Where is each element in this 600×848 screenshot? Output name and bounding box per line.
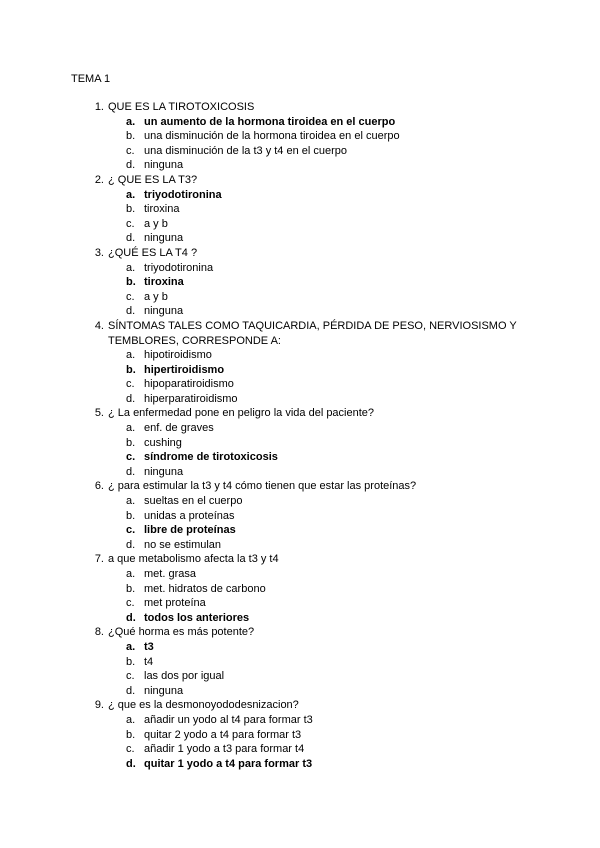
question-item — [0, 246, 600, 319]
option-letter: a. — [126, 188, 136, 201]
option-letter: d. — [126, 684, 136, 697]
option-letter: c. — [126, 524, 136, 537]
answer-option — [0, 509, 600, 524]
option-text: met. hidratos de carbono — [144, 582, 266, 595]
answer-option — [0, 655, 600, 670]
option-letter: c. — [126, 378, 135, 391]
question-number: 6. — [94, 480, 104, 493]
option-letter: d. — [126, 305, 136, 318]
option-letter: d. — [126, 232, 136, 245]
option-letter: b. — [126, 203, 136, 216]
answer-option-correct — [0, 188, 600, 203]
option-text: quitar 2 yodo a t4 para formar t3 — [144, 728, 302, 741]
option-text: unidas a proteínas — [144, 509, 235, 522]
answer-option-correct — [0, 611, 600, 626]
answer-option-correct — [0, 523, 600, 538]
option-letter: c. — [126, 144, 135, 157]
answer-option — [0, 582, 600, 597]
question-text: ¿ para estimular la t3 y t4 cómo tienen que estar las proteínas? — [108, 480, 417, 493]
option-letter: a. — [126, 261, 136, 274]
answer-option-correct — [0, 363, 600, 378]
option-letter: b. — [126, 582, 136, 595]
option-letter: c. — [126, 451, 136, 464]
answer-option — [0, 158, 600, 173]
option-letter: a. — [126, 349, 136, 362]
option-text: un aumento de la hormona tiroidea en el cuerpo — [144, 115, 396, 128]
question-number: 1. — [94, 101, 104, 113]
question-item — [0, 100, 600, 173]
option-text: las dos por igual — [144, 670, 225, 683]
option-letter: d. — [126, 392, 136, 405]
question-text: ¿ que es la desmonoyododesnizacion? — [108, 699, 299, 712]
answer-option — [0, 713, 600, 728]
question-text: a que metabolismo afecta la t3 y t4 — [108, 553, 279, 566]
option-text: ninguna — [144, 305, 184, 318]
question-list — [0, 100, 600, 771]
option-text: todos los anteriores — [144, 611, 250, 624]
option-text: tiroxina — [144, 203, 180, 216]
question-item — [0, 406, 600, 479]
option-text: hipotiroidismo — [144, 349, 212, 362]
answer-option — [0, 436, 600, 451]
question-item — [0, 319, 600, 407]
option-text: enf. de graves — [144, 422, 214, 435]
option-text: met proteína — [144, 597, 206, 610]
option-text: ninguna — [144, 465, 184, 478]
option-text: añadir 1 yodo a t3 para formar t4 — [144, 743, 305, 756]
option-text: quitar 1 yodo a t4 para formar t3 — [144, 757, 313, 770]
answer-option — [0, 494, 600, 509]
question-text: SÍNTOMAS TALES COMO TAQUICARDIA, PÉRDIDA DE PESO, NERVIOSISMO Y TEMBLORES, CORRESPONDE A: — [108, 319, 517, 347]
question-text: ¿QUÉ ES LA T4 ? — [108, 246, 198, 259]
question-text: ¿Qué horma es más potente? — [108, 626, 255, 639]
answer-option-correct — [0, 115, 600, 130]
option-letter: d. — [126, 465, 136, 478]
answer-option — [0, 202, 600, 217]
option-text: ninguna — [144, 684, 184, 697]
question-number: 7. — [94, 553, 104, 566]
option-letter: c. — [126, 217, 135, 230]
option-letter: d. — [126, 757, 136, 770]
option-text: a y b — [144, 217, 168, 230]
option-letter: c. — [126, 290, 135, 303]
answer-option-correct — [0, 640, 600, 655]
answer-option — [0, 728, 600, 743]
option-letter: a. — [126, 713, 136, 726]
option-letter: c. — [126, 743, 135, 756]
option-text: ninguna — [144, 232, 184, 245]
question-text: ¿ QUE ES LA T3? — [108, 173, 198, 186]
option-letter: a. — [126, 640, 136, 653]
answer-option — [0, 261, 600, 276]
question-item — [0, 625, 600, 698]
option-text: met. grasa — [144, 568, 196, 580]
answer-option — [0, 421, 600, 436]
document-title: TEMA 1 — [71, 73, 111, 85]
option-text: hipoparatiroidismo — [144, 378, 234, 391]
option-text: libre de proteínas — [144, 524, 236, 537]
option-text: t3 — [144, 640, 154, 653]
answer-option — [0, 596, 600, 611]
answer-option — [0, 231, 600, 246]
option-letter: b. — [126, 276, 136, 289]
option-text: no se estimulan — [144, 538, 222, 551]
answer-option — [0, 567, 600, 582]
answer-option — [0, 538, 600, 553]
option-letter: b. — [126, 728, 136, 741]
option-letter: b. — [126, 655, 136, 668]
answer-option — [0, 129, 600, 144]
answer-option — [0, 377, 600, 392]
option-letter: d. — [126, 159, 136, 172]
option-text: añadir un yodo al t4 para formar t3 — [144, 713, 313, 726]
option-text: una disminución de la t3 y t4 en el cuerpo — [144, 144, 348, 157]
option-text: síndrome de tirotoxicosis — [144, 451, 278, 464]
answer-option — [0, 669, 600, 684]
option-letter: b. — [126, 130, 136, 143]
option-text: hipertiroidismo — [144, 363, 225, 376]
option-text: t4 — [144, 655, 154, 668]
answer-option — [0, 465, 600, 480]
answer-option — [0, 742, 600, 757]
option-letter: d. — [126, 611, 136, 624]
question-item — [0, 552, 600, 625]
answer-option — [0, 348, 600, 363]
question-number: 2. — [94, 173, 104, 186]
answer-option — [0, 144, 600, 159]
question-item — [0, 698, 600, 771]
option-text: ninguna — [144, 159, 184, 172]
answer-option-correct — [0, 275, 600, 290]
option-text: triyodotironina — [144, 261, 214, 274]
option-letter: d. — [126, 538, 136, 551]
option-text: triyodotironina — [144, 188, 222, 201]
option-text: a y b — [144, 290, 168, 303]
answer-option — [0, 217, 600, 232]
question-number: 5. — [94, 407, 104, 420]
option-text: tiroxina — [144, 276, 184, 289]
option-text: hiperparatiroidismo — [144, 392, 238, 405]
question-number: 3. — [94, 246, 104, 259]
option-letter: c. — [126, 670, 135, 683]
question-item — [0, 479, 600, 552]
option-letter: c. — [126, 597, 135, 610]
answer-option — [0, 304, 600, 319]
answer-option — [0, 290, 600, 305]
question-number: 8. — [94, 626, 104, 639]
option-text: cushing — [144, 436, 182, 449]
answer-option — [0, 684, 600, 699]
option-letter: a. — [126, 422, 136, 435]
question-number: 9. — [94, 699, 104, 712]
answer-option-correct — [0, 757, 600, 772]
option-text: sueltas en el cuerpo — [144, 495, 243, 508]
option-letter: b. — [126, 363, 136, 376]
option-letter: b. — [126, 436, 136, 449]
question-text: QUE ES LA TIROTOXICOSIS — [108, 101, 255, 113]
question-item — [0, 173, 600, 246]
option-text: una disminución de la hormona tiroidea en el cuerpo — [144, 130, 400, 143]
option-letter: b. — [126, 509, 136, 522]
question-number: 4. — [94, 319, 104, 332]
option-letter: a. — [126, 568, 136, 580]
question-text: ¿ La enfermedad pone en peligro la vida del paciente? — [108, 407, 375, 420]
answer-option — [0, 392, 600, 407]
answer-option-correct — [0, 450, 600, 465]
option-letter: a. — [126, 495, 136, 508]
option-letter: a. — [126, 115, 136, 128]
